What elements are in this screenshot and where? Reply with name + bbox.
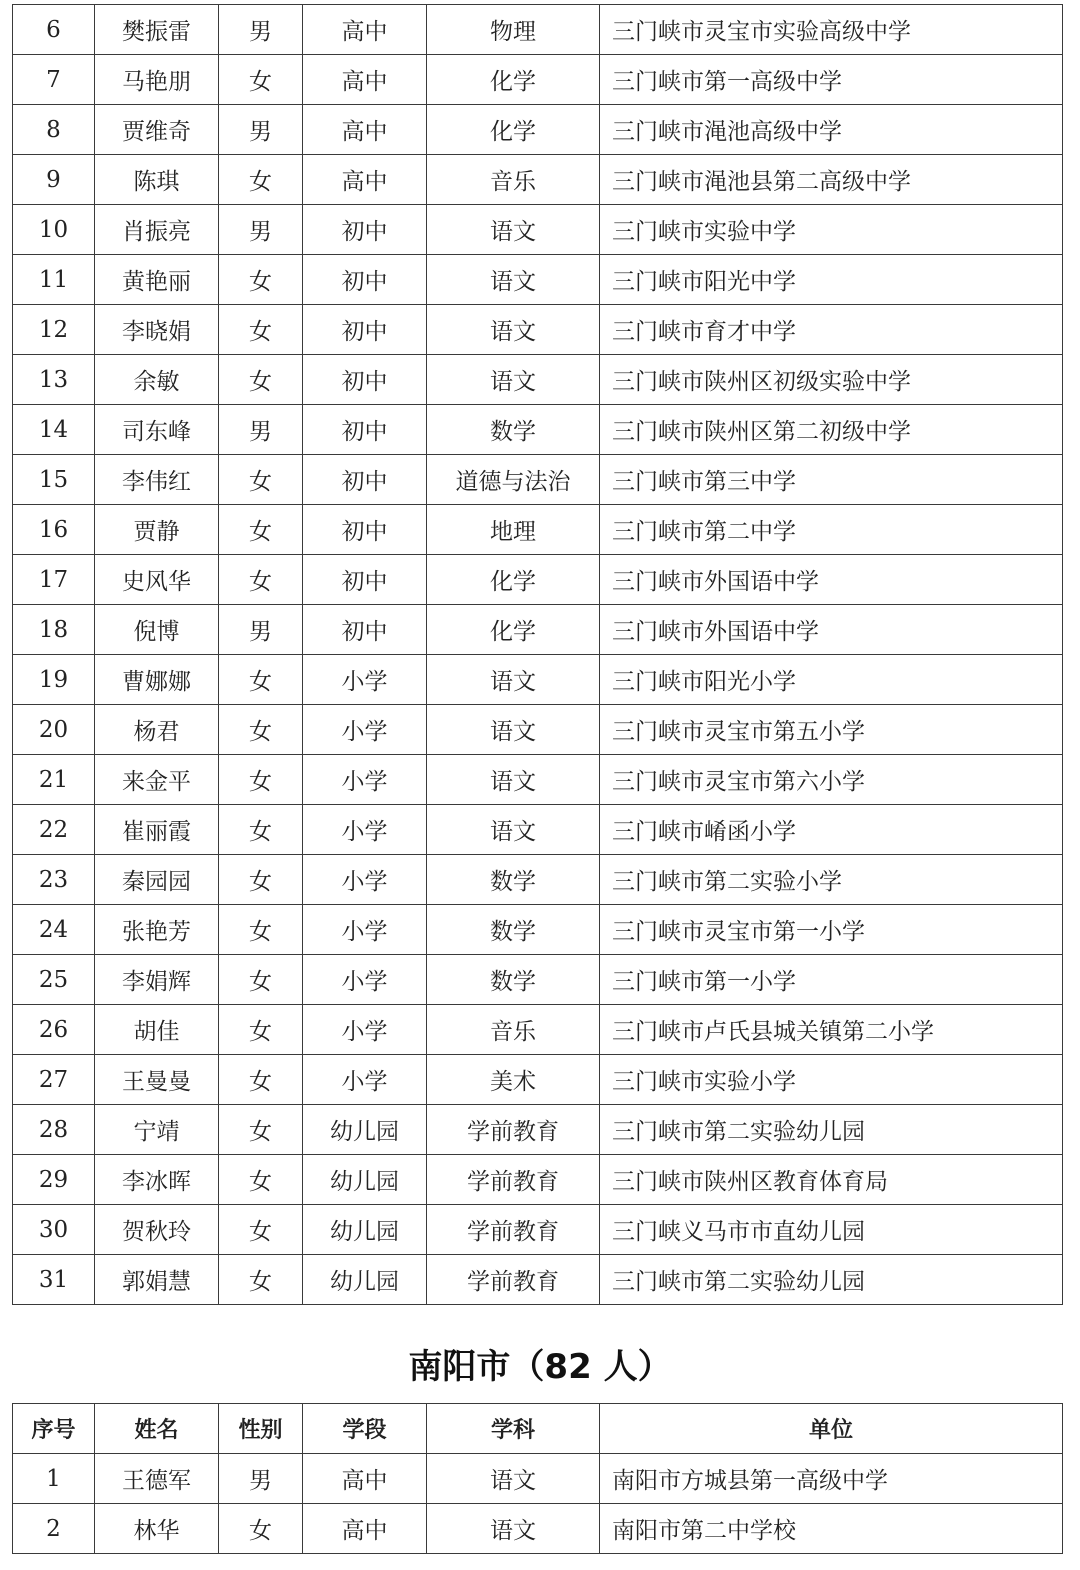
cell-gender: 男 xyxy=(219,105,303,155)
cell-stage: 初中 xyxy=(303,455,427,505)
table-row xyxy=(13,1255,1063,1305)
cell-no: 8 xyxy=(13,105,95,155)
cell-no: 14 xyxy=(13,405,95,455)
cell-unit: 三门峡市第二实验幼儿园 xyxy=(600,1105,1063,1155)
cell-unit: 三门峡市灵宝市第六小学 xyxy=(600,755,1063,805)
cell-name: 王德军 xyxy=(95,1454,219,1504)
table-row xyxy=(13,1105,1063,1155)
cell-name: 史风华 xyxy=(95,555,219,605)
cell-no: 27 xyxy=(13,1055,95,1105)
cell-subject: 美术 xyxy=(427,1055,600,1105)
cell-unit: 三门峡市实验小学 xyxy=(600,1055,1063,1105)
cell-name: 马艳朋 xyxy=(95,55,219,105)
cell-stage: 高中 xyxy=(303,55,427,105)
cell-no: 23 xyxy=(13,855,95,905)
cell-stage: 初中 xyxy=(303,405,427,455)
cell-subject: 音乐 xyxy=(427,155,600,205)
cell-unit: 三门峡市灵宝市第一小学 xyxy=(600,905,1063,955)
cell-unit: 三门峡市陕州区第二初级中学 xyxy=(600,405,1063,455)
nanyang-table-header xyxy=(13,1404,1063,1454)
table-row xyxy=(13,555,1063,605)
cell-gender: 女 xyxy=(219,255,303,305)
cell-name: 王曼曼 xyxy=(95,1055,219,1105)
cell-subject: 数学 xyxy=(427,405,600,455)
cell-unit: 三门峡市灵宝市实验高级中学 xyxy=(600,5,1063,55)
cell-stage: 幼儿园 xyxy=(303,1205,427,1255)
sanmenxia-roster-body xyxy=(13,5,1063,1305)
cell-no: 15 xyxy=(13,455,95,505)
cell-unit: 三门峡市阳光中学 xyxy=(600,255,1063,305)
table-row xyxy=(13,705,1063,755)
cell-name: 杨君 xyxy=(95,705,219,755)
cell-subject: 语文 xyxy=(427,255,600,305)
cell-no: 20 xyxy=(13,705,95,755)
table-row xyxy=(13,905,1063,955)
cell-no: 10 xyxy=(13,205,95,255)
cell-stage: 小学 xyxy=(303,1055,427,1105)
cell-subject: 语文 xyxy=(427,705,600,755)
cell-no: 28 xyxy=(13,1105,95,1155)
table-row xyxy=(13,1504,1063,1554)
table-row xyxy=(13,255,1063,305)
cell-name: 秦园园 xyxy=(95,855,219,905)
cell-no: 22 xyxy=(13,805,95,855)
cell-name: 来金平 xyxy=(95,755,219,805)
table-row xyxy=(13,855,1063,905)
cell-name: 贾静 xyxy=(95,505,219,555)
cell-gender: 女 xyxy=(219,955,303,1005)
cell-unit: 三门峡市外国语中学 xyxy=(600,555,1063,605)
cell-no: 2 xyxy=(13,1504,95,1554)
cell-stage: 初中 xyxy=(303,355,427,405)
cell-no: 12 xyxy=(13,305,95,355)
cell-subject: 语文 xyxy=(427,755,600,805)
cell-stage: 高中 xyxy=(303,105,427,155)
cell-unit: 三门峡市第二实验小学 xyxy=(600,855,1063,905)
cell-no: 25 xyxy=(13,955,95,1005)
table-row xyxy=(13,755,1063,805)
table-row xyxy=(13,305,1063,355)
cell-stage: 高中 xyxy=(303,5,427,55)
cell-subject: 化学 xyxy=(427,605,600,655)
table-row xyxy=(13,655,1063,705)
cell-no: 7 xyxy=(13,55,95,105)
cell-stage: 小学 xyxy=(303,755,427,805)
nanyang-roster-table xyxy=(12,1403,1063,1554)
cell-subject: 数学 xyxy=(427,855,600,905)
cell-no: 9 xyxy=(13,155,95,205)
cell-unit: 三门峡市第一小学 xyxy=(600,955,1063,1005)
cell-unit: 三门峡义马市市直幼儿园 xyxy=(600,1205,1063,1255)
cell-name: 崔丽霞 xyxy=(95,805,219,855)
cell-name: 林华 xyxy=(95,1504,219,1554)
cell-subject: 化学 xyxy=(427,105,600,155)
cell-no: 13 xyxy=(13,355,95,405)
cell-stage: 小学 xyxy=(303,905,427,955)
cell-stage: 幼儿园 xyxy=(303,1255,427,1305)
table-row xyxy=(13,405,1063,455)
cell-gender: 女 xyxy=(219,155,303,205)
cell-unit: 三门峡市阳光小学 xyxy=(600,655,1063,705)
cell-gender: 女 xyxy=(219,855,303,905)
cell-gender: 女 xyxy=(219,705,303,755)
header-stage: 学段 xyxy=(303,1404,427,1454)
cell-stage: 小学 xyxy=(303,705,427,755)
cell-subject: 地理 xyxy=(427,505,600,555)
table-row xyxy=(13,55,1063,105)
cell-name: 倪博 xyxy=(95,605,219,655)
header-gender: 性别 xyxy=(219,1404,303,1454)
cell-gender: 女 xyxy=(219,805,303,855)
cell-subject: 语文 xyxy=(427,355,600,405)
table-row xyxy=(13,155,1063,205)
cell-no: 24 xyxy=(13,905,95,955)
cell-unit: 三门峡市第二实验幼儿园 xyxy=(600,1255,1063,1305)
cell-no: 26 xyxy=(13,1005,95,1055)
sanmenxia-roster-table xyxy=(12,4,1063,1305)
header-row xyxy=(13,1404,1063,1454)
cell-stage: 高中 xyxy=(303,155,427,205)
cell-gender: 男 xyxy=(219,5,303,55)
cell-gender: 女 xyxy=(219,305,303,355)
cell-subject: 语文 xyxy=(427,655,600,705)
cell-stage: 初中 xyxy=(303,505,427,555)
cell-gender: 男 xyxy=(219,1454,303,1504)
cell-gender: 女 xyxy=(219,655,303,705)
cell-unit: 三门峡市灵宝市第五小学 xyxy=(600,705,1063,755)
cell-name: 贾维奇 xyxy=(95,105,219,155)
nanyang-roster-body xyxy=(13,1454,1063,1554)
cell-gender: 女 xyxy=(219,1105,303,1155)
table-row xyxy=(13,1454,1063,1504)
cell-gender: 女 xyxy=(219,455,303,505)
cell-no: 30 xyxy=(13,1205,95,1255)
cell-unit: 三门峡市第三中学 xyxy=(600,455,1063,505)
cell-subject: 学前教育 xyxy=(427,1105,600,1155)
cell-no: 19 xyxy=(13,655,95,705)
cell-subject: 语文 xyxy=(427,1504,600,1554)
cell-unit: 南阳市第二中学校 xyxy=(600,1504,1063,1554)
cell-no: 31 xyxy=(13,1255,95,1305)
table-row xyxy=(13,1005,1063,1055)
cell-name: 宁靖 xyxy=(95,1105,219,1155)
nanyang-section-title: 南阳市（82 人） xyxy=(408,1347,672,1387)
header-no: 序号 xyxy=(13,1404,95,1454)
table-row xyxy=(13,1205,1063,1255)
cell-stage: 高中 xyxy=(303,1454,427,1504)
cell-unit: 三门峡市育才中学 xyxy=(600,305,1063,355)
cell-subject: 化学 xyxy=(427,555,600,605)
table-row xyxy=(13,5,1063,55)
cell-no: 11 xyxy=(13,255,95,305)
cell-no: 17 xyxy=(13,555,95,605)
cell-subject: 学前教育 xyxy=(427,1155,600,1205)
cell-stage: 小学 xyxy=(303,805,427,855)
cell-unit: 三门峡市第二中学 xyxy=(600,505,1063,555)
cell-subject: 数学 xyxy=(427,955,600,1005)
cell-gender: 女 xyxy=(219,1055,303,1105)
cell-stage: 初中 xyxy=(303,255,427,305)
cell-name: 张艳芳 xyxy=(95,905,219,955)
cell-unit: 三门峡市渑池高级中学 xyxy=(600,105,1063,155)
cell-no: 6 xyxy=(13,5,95,55)
cell-gender: 男 xyxy=(219,405,303,455)
table-row xyxy=(13,955,1063,1005)
table-row xyxy=(13,105,1063,155)
cell-gender: 女 xyxy=(219,755,303,805)
cell-no: 16 xyxy=(13,505,95,555)
cell-stage: 小学 xyxy=(303,855,427,905)
header-name: 姓名 xyxy=(95,1404,219,1454)
cell-name: 胡佳 xyxy=(95,1005,219,1055)
cell-name: 曹娜娜 xyxy=(95,655,219,705)
cell-name: 李娟辉 xyxy=(95,955,219,1005)
cell-gender: 女 xyxy=(219,1255,303,1305)
cell-stage: 小学 xyxy=(303,655,427,705)
cell-gender: 女 xyxy=(219,555,303,605)
cell-name: 贺秋玲 xyxy=(95,1205,219,1255)
table-row xyxy=(13,1055,1063,1105)
cell-stage: 小学 xyxy=(303,1005,427,1055)
table-row xyxy=(13,455,1063,505)
cell-subject: 化学 xyxy=(427,55,600,105)
cell-gender: 女 xyxy=(219,55,303,105)
cell-stage: 初中 xyxy=(303,555,427,605)
cell-subject: 学前教育 xyxy=(427,1205,600,1255)
cell-stage: 小学 xyxy=(303,955,427,1005)
cell-no: 1 xyxy=(13,1454,95,1504)
cell-subject: 语文 xyxy=(427,305,600,355)
cell-gender: 男 xyxy=(219,205,303,255)
cell-unit: 三门峡市外国语中学 xyxy=(600,605,1063,655)
cell-subject: 学前教育 xyxy=(427,1255,600,1305)
cell-gender: 女 xyxy=(219,1155,303,1205)
cell-gender: 女 xyxy=(219,1205,303,1255)
cell-unit: 三门峡市第一高级中学 xyxy=(600,55,1063,105)
header-unit: 单位 xyxy=(600,1404,1063,1454)
table-row xyxy=(13,205,1063,255)
cell-unit: 三门峡市实验中学 xyxy=(600,205,1063,255)
cell-name: 李伟红 xyxy=(95,455,219,505)
cell-unit: 三门峡市渑池县第二高级中学 xyxy=(600,155,1063,205)
cell-name: 肖振亮 xyxy=(95,205,219,255)
header-subject: 学科 xyxy=(427,1404,600,1454)
cell-unit: 三门峡市陕州区教育体育局 xyxy=(600,1155,1063,1205)
table-row xyxy=(13,605,1063,655)
cell-no: 18 xyxy=(13,605,95,655)
table-row xyxy=(13,1155,1063,1205)
cell-no: 29 xyxy=(13,1155,95,1205)
cell-stage: 初中 xyxy=(303,605,427,655)
cell-gender: 女 xyxy=(219,355,303,405)
cell-subject: 数学 xyxy=(427,905,600,955)
cell-gender: 男 xyxy=(219,605,303,655)
cell-name: 余敏 xyxy=(95,355,219,405)
cell-name: 陈琪 xyxy=(95,155,219,205)
cell-gender: 女 xyxy=(219,905,303,955)
cell-name: 樊振雷 xyxy=(95,5,219,55)
cell-subject: 道德与法治 xyxy=(427,455,600,505)
table-row xyxy=(13,505,1063,555)
cell-stage: 幼儿园 xyxy=(303,1105,427,1155)
cell-subject: 物理 xyxy=(427,5,600,55)
cell-subject: 语文 xyxy=(427,205,600,255)
cell-name: 司东峰 xyxy=(95,405,219,455)
cell-stage: 初中 xyxy=(303,205,427,255)
cell-name: 郭娟慧 xyxy=(95,1255,219,1305)
cell-stage: 幼儿园 xyxy=(303,1155,427,1205)
table-row xyxy=(13,805,1063,855)
cell-name: 黄艳丽 xyxy=(95,255,219,305)
cell-name: 李晓娟 xyxy=(95,305,219,355)
cell-gender: 女 xyxy=(219,505,303,555)
cell-no: 21 xyxy=(13,755,95,805)
cell-gender: 女 xyxy=(219,1504,303,1554)
cell-subject: 音乐 xyxy=(427,1005,600,1055)
cell-stage: 高中 xyxy=(303,1504,427,1554)
cell-unit: 三门峡市崤函小学 xyxy=(600,805,1063,855)
cell-unit: 南阳市方城县第一高级中学 xyxy=(600,1454,1063,1504)
cell-unit: 三门峡市陕州区初级实验中学 xyxy=(600,355,1063,405)
cell-gender: 女 xyxy=(219,1005,303,1055)
cell-subject: 语文 xyxy=(427,1454,600,1504)
cell-stage: 初中 xyxy=(303,305,427,355)
cell-unit: 三门峡市卢氏县城关镇第二小学 xyxy=(600,1005,1063,1055)
cell-name: 李冰晖 xyxy=(95,1155,219,1205)
cell-subject: 语文 xyxy=(427,805,600,855)
table-row xyxy=(13,355,1063,405)
